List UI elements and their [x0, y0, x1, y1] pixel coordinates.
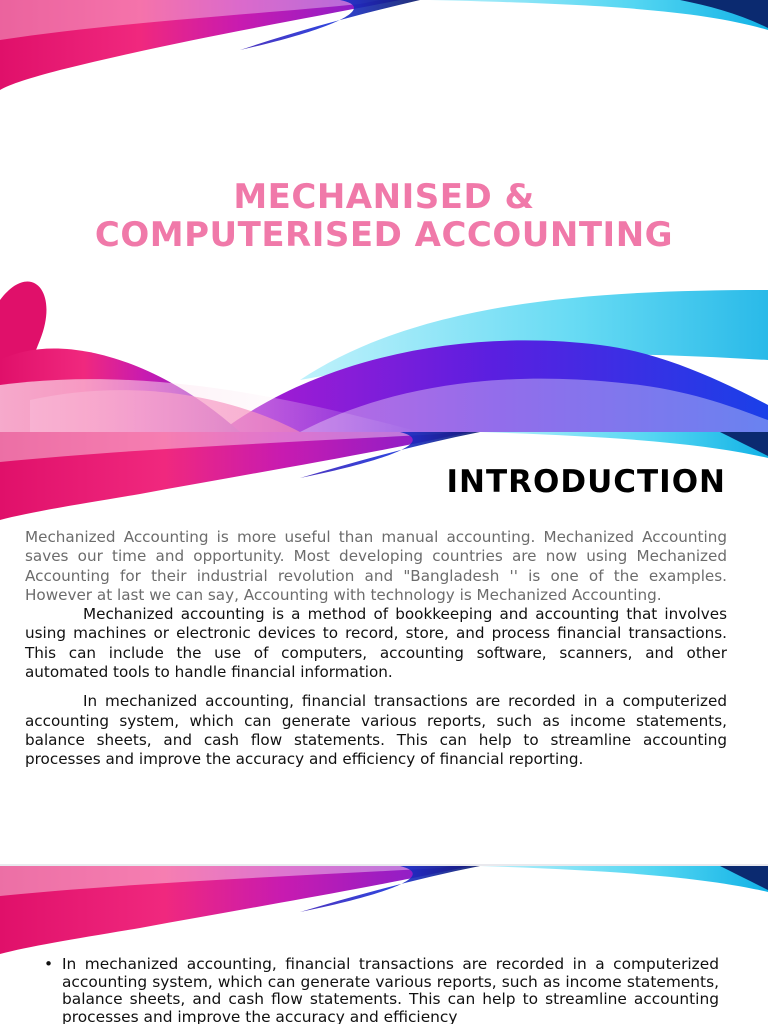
presentation-title [0, 178, 768, 254]
lead-paragraph: Mechanized Accounting is more useful than manual accounting. Mechanized Accounting saves our time and opportunity. Most developing countries are now using Mechanized Accounting for their industrial revolution and "Bangladesh '' is one of the examples. However at last we can say, Accounting with technology is Mechanized Accounting. [25, 528, 727, 604]
title-line-1: MECHANISED & [233, 177, 535, 217]
title-slide [0, 0, 768, 432]
title-line-2: COMPUTERISED ACCOUNTING [94, 215, 674, 255]
bullet-icon: • [44, 955, 54, 973]
list-item [44, 956, 719, 1024]
bullet-slide [0, 866, 768, 1024]
introduction-slide [0, 432, 768, 864]
introduction-body [25, 528, 727, 770]
section-heading: INTRODUCTION [446, 464, 726, 500]
bullet-text: In mechanized accounting, financial transactions are recorded in a computerized accounting system, which can generate various reports, such as income statements, balance sheets, and cash flow statements. This can help to streamline accounting processes and improve the accuracy and efficiency [62, 955, 719, 1024]
paragraph-definition: Mechanized accounting is a method of bookkeeping and accounting that involves using machines or electronic devices to record, store, and process financial transactions. This can include the use of computers, accounting software, scanners, and other automated tools to handle financial information. [25, 605, 727, 682]
bullet-list [44, 956, 719, 1024]
paragraph-details: In mechanized accounting, financial transactions are recorded in a computerized accounting system, which can generate various reports, such as income statements, balance sheets, and cash flow statements. This can help to streamline accounting processes and improve the accuracy and efficiency of financial reporting. [25, 692, 727, 769]
